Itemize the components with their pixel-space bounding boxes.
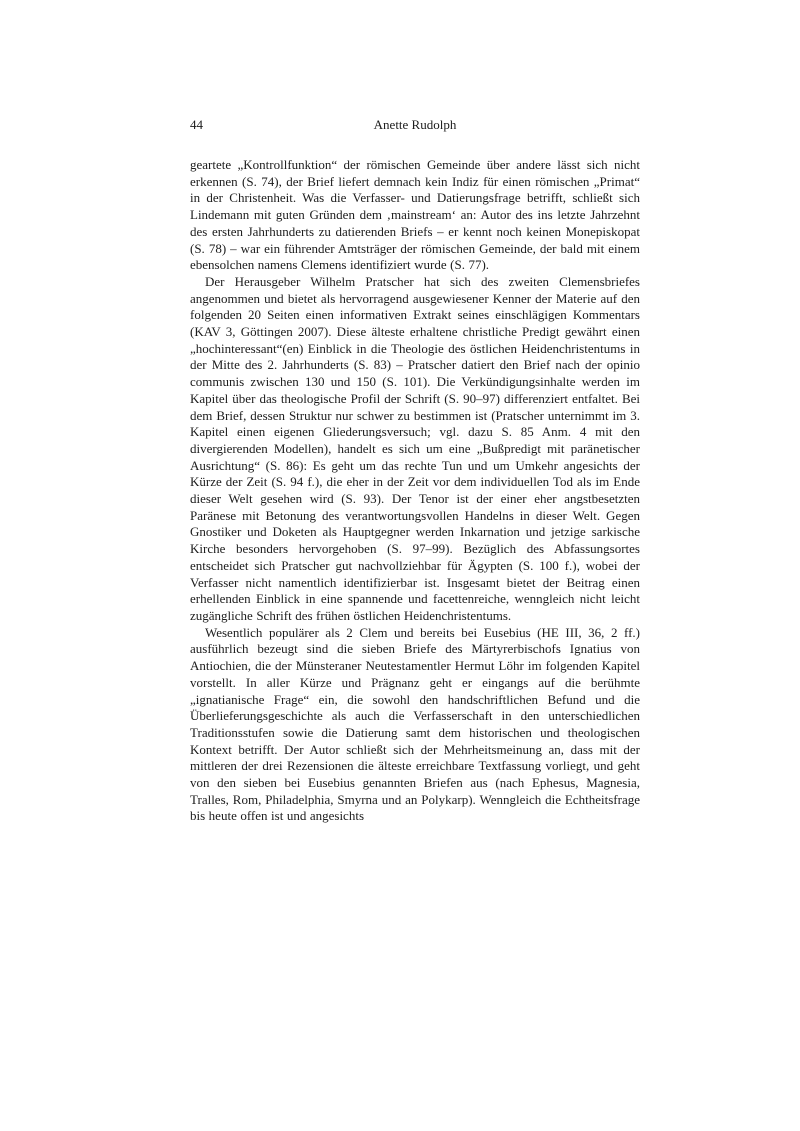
paragraph: Wesentlich populärer als 2 Clem und bereits bei Eusebius (HE III, 36, 2 ff.) ausführlich bezeugt sind die sieben Briefe des Märtyrerbischofs Ignatius von Antiochien, die der Münsteraner Neutestamentler Hermut Löhr im folgenden Kapitel vorstellt. In aller Kürze und Prägnanz geht er eingangs auf die berühmte „ignatianische Frage“ ein, die sowohl den handschriftlichen Befund und die Überlieferungsgeschichte als auch die Verfasserschaft in den unterschiedlichen Traditionsstufen sowie die Datierung samt dem historischen und theologischen Kontext betrifft. Der Autor schließt sich der Mehrheitsmeinung an, dass mit der mittleren der drei Rezensionen die älteste erreichbare Textfassung vorliegt, und geht von den sieben bei Eusebius genannten Briefen aus (nach Ephesus, Magnesia, Tralles, Rom, Philadelphia, Smyrna und an Polykarp). Wenngleich die Echtheitsfrage bis heute offen ist und angesichts bbox=[190, 624, 640, 824]
paragraph: Der Herausgeber Wilhelm Pratscher hat sich des zweiten Clemensbriefes angenommen und bietet als hervorragend ausgewiesener Kenner der Materie auf den folgenden 20 Seiten einen informativen Extrakt seines einschlägigen Kommentars (KAV 3, Göttingen 2007). Diese älteste erhaltene christliche Predigt gewährt einen „hochinteressant“(en) Einblick in die Theologie des östlichen Heidenchristentums in der Mitte des 2. Jahrhunderts (S. 83) – Pratscher datiert den Brief nach der opinio communis zwischen 130 und 150 (S. 101). Die Verkündigungsinhalte werden im Kapitel über das theologische Profil der Schrift (S. 90–97) differenziert entfaltet. Bei dem Brief, dessen Struktur nur schwer zu bestimmen ist (Pratscher unternimmt im 3. Kapitel einen eigenen Gliederungsversuch; vgl. dazu S. 85 Anm. 4 mit den divergierenden Modellen), handelt es sich um eine „Bußpredigt mit paränetischer Ausrichtung“ (S. 86): Es geht um das rechte Tun und um Umkehr angesichts der Kürze der Zeit (S. 94 f.), die eher in der Zeit vor dem individuellen Tod als im Ende dieser Welt gesehen wird (S. 93). Der Tenor ist der einer eher angstbesetzten Paränese mit Betonung des verantwortungsvollen Handelns in dieser Welt. Gegen Gnostiker und Doketen als Hauptgegner werden Inkarnation und jetzige sarkische Kirche besonders hervorgehoben (S. 97–99). Bezüglich des Abfassungsortes entscheidet sich Pratscher gut nachvollziehbar für Ägypten (S. 100 f.), wobei der Verfasser nicht namentlich identifizierbar ist. Insgesamt bietet der Beitrag einen erhellenden Einblick in eine spannende und facettenreiche, wenngleich nicht leicht zugängliche Schrift des frühen östlichen Heidenchristentums. bbox=[190, 273, 640, 623]
text-body bbox=[190, 157, 640, 825]
page-header bbox=[190, 117, 640, 133]
running-header-author: Anette Rudolph bbox=[373, 117, 457, 132]
page-number: 44 bbox=[190, 117, 203, 132]
paragraph: geartete „Kontrollfunktion“ der römischen Gemeinde über andere lässt sich nicht erkennen (S. 74), der Brief liefert demnach kein Indiz für einen römischen „Primat“ in der Christenheit. Was die Verfasser- und Datierungsfrage betrifft, schließt sich Lindemann mit guten Gründen dem ‚mainstream‘ an: Autor des ins letzte Jahrzehnt des ersten Jahrhunderts zu datierenden Briefs – er kennt noch keinen Monepiskopat (S. 78) – war ein führender Amtsträger der römischen Gemeinde, der bald mit einem ebensolchen namens Clemens identifiziert wurde (S. 77). bbox=[190, 157, 640, 273]
